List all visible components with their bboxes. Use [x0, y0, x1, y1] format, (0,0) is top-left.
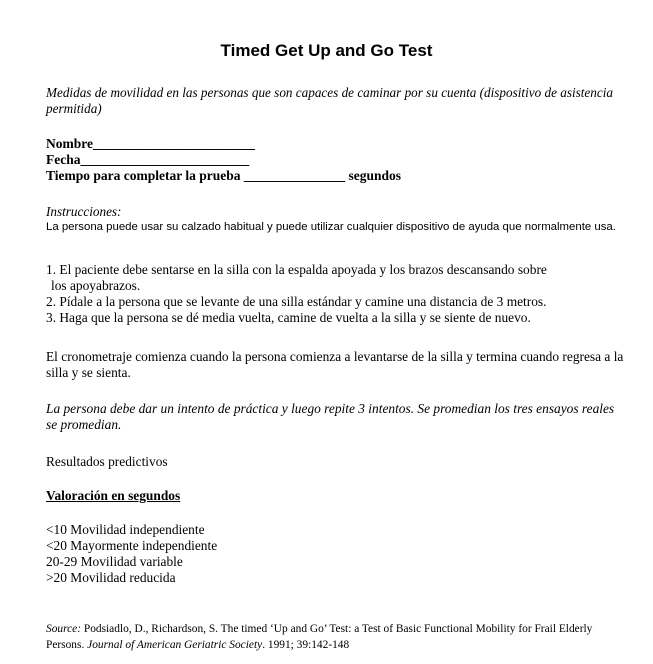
step-text: 1. El paciente debe sentarse en la silla con la espalda apoyada y los brazos descansando sobre — [46, 262, 547, 277]
source-journal: Journal of American Geriatric Society — [87, 639, 263, 651]
time-blank[interactable]: _______________ — [243, 168, 346, 183]
step-item — [46, 310, 621, 326]
step-text: 2. Pídale a la persona que se levante de una silla estándar y camine una distancia de 3 metros. — [46, 294, 547, 309]
score-heading: Valoración en segundos — [46, 488, 181, 503]
name-field[interactable]: Nombre________________________ — [46, 136, 255, 151]
subtitle: Medidas de movilidad en las personas que son capaces de caminar por su cuenta (dispositivo de asistencia permitida) — [46, 85, 613, 116]
step-text-continued: los apoyabrazos. — [51, 278, 141, 293]
step-item — [46, 294, 621, 310]
instructions-block — [46, 204, 621, 234]
time-unit: segundos — [348, 168, 402, 183]
instructions-text: La persona puede usar su calzado habitual y puede utilizar cualquier dispositivo de ayuda que normalmente usa. — [46, 221, 616, 233]
form-fields — [46, 136, 621, 184]
time-field[interactable] — [46, 168, 621, 184]
trials-paragraph: La persona debe dar un intento de práctica y luego repite 3 intentos. Se promedian los tres ensayos reales se promedian. — [46, 401, 615, 432]
score-item: <20 Mayormente independiente — [46, 538, 218, 553]
date-field[interactable]: Fecha_________________________ — [46, 152, 250, 167]
instructions-heading: Instrucciones: — [46, 204, 122, 219]
steps-list — [46, 262, 621, 326]
source-label: Source: — [46, 623, 82, 635]
source-details: . 1991; 39:142-148 — [262, 639, 350, 651]
source-citation — [46, 621, 621, 653]
score-item: >20 Movilidad reducida — [46, 570, 176, 585]
timing-paragraph: El cronometraje comienza cuando la persona comienza a levantarse de la silla y termina cuando regresa a la silla y se sienta. — [46, 349, 624, 380]
page-title: Timed Get Up and Go Test — [220, 41, 433, 60]
source-authors: Podsiadlo, D., Richardson, S. The timed ‘Up and Go’ Test: a Test of Basic Functional Mobility for Frail Elderly Persons. — [46, 623, 593, 651]
score-list — [46, 522, 621, 586]
time-label: Tiempo para completar la prueba — [46, 168, 241, 183]
results-heading: Resultados predictivos — [46, 454, 168, 469]
step-item — [46, 262, 621, 294]
step-text: 3. Haga que la persona se dé media vuelta, camine de vuelta a la silla y se siente de nuevo. — [46, 310, 531, 325]
score-item: 20-29 Movilidad variable — [46, 554, 183, 569]
score-item: <10 Movilidad independiente — [46, 522, 205, 537]
